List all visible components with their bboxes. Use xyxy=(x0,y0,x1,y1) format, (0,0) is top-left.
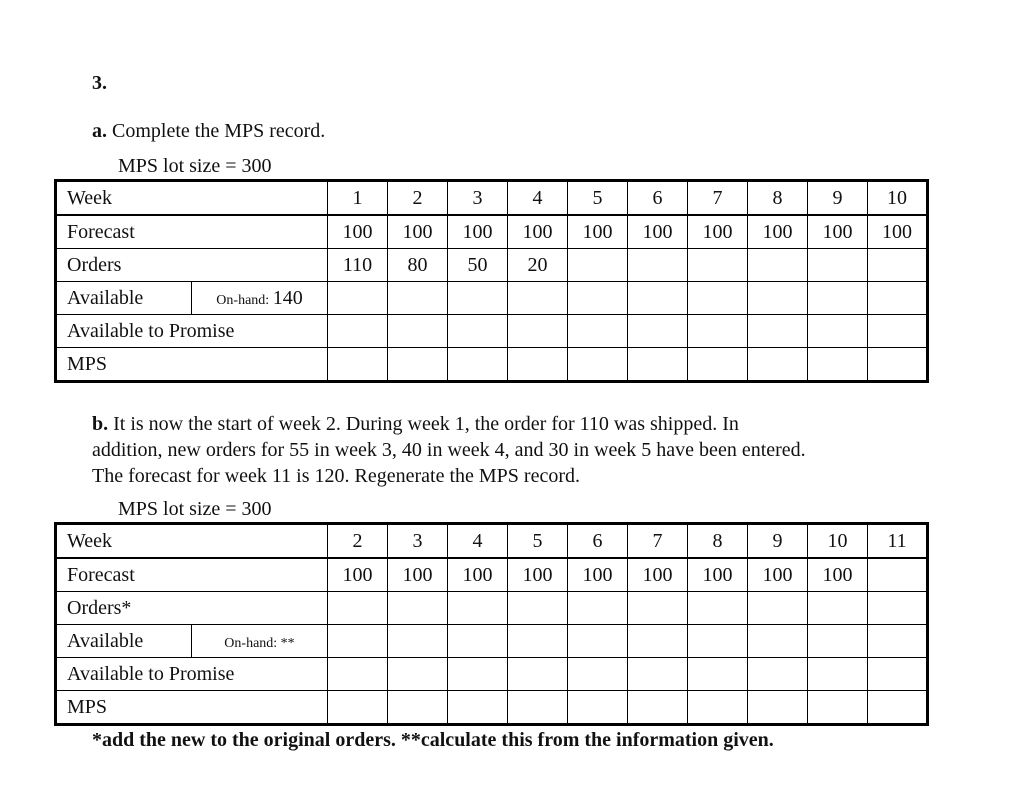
week-cell: 10 xyxy=(808,524,868,559)
orders-row xyxy=(56,249,928,282)
orders-row xyxy=(56,592,928,625)
available-cell[interactable] xyxy=(748,625,808,658)
atp-cell[interactable] xyxy=(748,658,808,691)
forecast-cell: 100 xyxy=(388,215,448,249)
part-b-line-2: addition, new orders for 55 in week 3, 40 in week 4, and 30 in week 5 have been entered. xyxy=(92,439,806,461)
mps-cell[interactable] xyxy=(808,691,868,725)
atp-cell[interactable] xyxy=(688,658,748,691)
available-row xyxy=(56,625,928,658)
mps-row xyxy=(56,348,928,382)
available-cell[interactable] xyxy=(748,282,808,315)
available-cell[interactable] xyxy=(328,625,388,658)
available-cell[interactable] xyxy=(628,282,688,315)
atp-cell[interactable] xyxy=(748,315,808,348)
atp-label: Available to Promise xyxy=(56,658,328,691)
part-b-text-1: It is now the start of week 2. During week 1, the order for 110 was shipped. In xyxy=(108,413,739,435)
week-cell: 1 xyxy=(328,181,388,216)
week-cell: 8 xyxy=(748,181,808,216)
orders-cell[interactable] xyxy=(568,592,628,625)
atp-cell[interactable] xyxy=(868,315,928,348)
part-b-lot-size: MPS lot size = 300 xyxy=(118,498,272,520)
orders-cell[interactable] xyxy=(448,592,508,625)
forecast-cell: 100 xyxy=(568,215,628,249)
atp-label: Available to Promise xyxy=(56,315,328,348)
forecast-row xyxy=(56,215,928,249)
mps-cell[interactable] xyxy=(508,691,568,725)
available-cell[interactable] xyxy=(328,282,388,315)
mps-cell[interactable] xyxy=(328,691,388,725)
part-a-instruction xyxy=(92,118,325,144)
mps-cell[interactable] xyxy=(628,348,688,382)
available-cell[interactable] xyxy=(508,625,568,658)
forecast-cell: 100 xyxy=(748,558,808,592)
mps-cell[interactable] xyxy=(868,348,928,382)
forecast-cell[interactable] xyxy=(868,558,928,592)
orders-label: Orders* xyxy=(56,592,328,625)
atp-cell[interactable] xyxy=(508,315,568,348)
forecast-cell: 100 xyxy=(628,558,688,592)
atp-cell[interactable] xyxy=(448,315,508,348)
week-cell: 3 xyxy=(388,524,448,559)
atp-cell[interactable] xyxy=(508,658,568,691)
orders-cell[interactable] xyxy=(868,249,928,282)
forecast-row xyxy=(56,558,928,592)
footnote: *add the new to the original orders. **calculate this from the information given. xyxy=(92,729,774,751)
on-hand-cell xyxy=(192,282,328,315)
week-cell: 7 xyxy=(628,524,688,559)
available-cell[interactable] xyxy=(508,282,568,315)
forecast-cell: 100 xyxy=(508,558,568,592)
orders-cell[interactable] xyxy=(748,249,808,282)
forecast-label: Forecast xyxy=(56,215,328,249)
orders-cell[interactable]: 80 xyxy=(388,249,448,282)
available-label: Available xyxy=(56,282,192,315)
available-cell[interactable] xyxy=(868,282,928,315)
forecast-cell: 100 xyxy=(688,558,748,592)
forecast-cell: 100 xyxy=(328,215,388,249)
part-a-text: Complete the MPS record. xyxy=(107,120,326,142)
week-cell: 3 xyxy=(448,181,508,216)
week-cell: 9 xyxy=(748,524,808,559)
orders-cell[interactable] xyxy=(868,592,928,625)
week-label: Week xyxy=(56,524,328,559)
part-a-lot-size: MPS lot size = 300 xyxy=(118,155,272,177)
atp-row xyxy=(56,658,928,691)
mps-cell[interactable] xyxy=(628,691,688,725)
week-cell: 2 xyxy=(388,181,448,216)
mps-cell[interactable] xyxy=(748,348,808,382)
available-label: Available xyxy=(56,625,192,658)
mps-cell[interactable] xyxy=(388,348,448,382)
orders-cell[interactable] xyxy=(628,249,688,282)
forecast-cell: 100 xyxy=(868,215,928,249)
orders-cell[interactable]: 50 xyxy=(448,249,508,282)
forecast-cell: 100 xyxy=(808,558,868,592)
week-cell: 11 xyxy=(868,524,928,559)
mps-cell[interactable] xyxy=(388,691,448,725)
available-row xyxy=(56,282,928,315)
atp-cell[interactable] xyxy=(688,315,748,348)
available-cell[interactable] xyxy=(568,625,628,658)
orders-cell[interactable] xyxy=(808,249,868,282)
atp-cell[interactable] xyxy=(388,658,448,691)
orders-cell[interactable] xyxy=(568,249,628,282)
mps-cell[interactable] xyxy=(448,348,508,382)
available-cell[interactable] xyxy=(688,625,748,658)
week-cell: 8 xyxy=(688,524,748,559)
mps-cell[interactable] xyxy=(868,691,928,725)
orders-cell[interactable] xyxy=(808,592,868,625)
week-cell: 5 xyxy=(568,181,628,216)
available-cell[interactable] xyxy=(568,282,628,315)
forecast-cell: 100 xyxy=(448,558,508,592)
mps-table-a xyxy=(54,179,929,383)
orders-cell[interactable] xyxy=(388,592,448,625)
available-cell[interactable] xyxy=(808,282,868,315)
forecast-cell: 100 xyxy=(568,558,628,592)
mps-row xyxy=(56,691,928,725)
mps-cell[interactable] xyxy=(568,348,628,382)
forecast-cell: 100 xyxy=(628,215,688,249)
atp-row xyxy=(56,315,928,348)
forecast-cell: 100 xyxy=(688,215,748,249)
forecast-cell: 100 xyxy=(328,558,388,592)
forecast-cell: 100 xyxy=(388,558,448,592)
orders-cell[interactable] xyxy=(328,592,388,625)
mps-cell[interactable] xyxy=(748,691,808,725)
atp-cell[interactable] xyxy=(868,658,928,691)
mps-cell[interactable] xyxy=(808,348,868,382)
question-number: 3. xyxy=(92,72,107,94)
orders-cell[interactable] xyxy=(688,249,748,282)
on-hand-label: On-hand: xyxy=(216,292,273,308)
week-cell: 4 xyxy=(448,524,508,559)
atp-cell[interactable] xyxy=(628,658,688,691)
atp-cell[interactable] xyxy=(448,658,508,691)
mps-table-b xyxy=(54,522,929,726)
week-label: Week xyxy=(56,181,328,216)
orders-cell[interactable]: 110 xyxy=(328,249,388,282)
mps-cell[interactable] xyxy=(508,348,568,382)
orders-cell[interactable]: 20 xyxy=(508,249,568,282)
atp-cell[interactable] xyxy=(328,315,388,348)
part-b-line-3: The forecast for week 11 is 120. Regenerate the MPS record. xyxy=(92,465,580,487)
on-hand-label: On-hand: ** xyxy=(224,635,295,651)
atp-cell[interactable] xyxy=(808,658,868,691)
part-b-line-1 xyxy=(92,411,806,437)
available-cell[interactable] xyxy=(808,625,868,658)
week-cell: 5 xyxy=(508,524,568,559)
atp-cell[interactable] xyxy=(388,315,448,348)
week-cell: 6 xyxy=(628,181,688,216)
forecast-cell: 100 xyxy=(808,215,868,249)
orders-label: Orders xyxy=(56,249,328,282)
week-cell: 2 xyxy=(328,524,388,559)
week-cell: 9 xyxy=(808,181,868,216)
mps-cell[interactable] xyxy=(568,691,628,725)
available-cell[interactable] xyxy=(448,625,508,658)
mps-cell[interactable] xyxy=(688,691,748,725)
week-cell: 6 xyxy=(568,524,628,559)
part-b-label: b. xyxy=(92,413,109,435)
atp-cell[interactable] xyxy=(628,315,688,348)
mps-label: MPS xyxy=(56,691,328,725)
forecast-label: Forecast xyxy=(56,558,328,592)
orders-cell[interactable] xyxy=(748,592,808,625)
week-row xyxy=(56,524,928,559)
forecast-cell: 100 xyxy=(508,215,568,249)
atp-cell[interactable] xyxy=(568,658,628,691)
mps-cell[interactable] xyxy=(328,348,388,382)
forecast-cell: 100 xyxy=(748,215,808,249)
available-cell[interactable] xyxy=(388,625,448,658)
atp-cell[interactable] xyxy=(808,315,868,348)
week-row xyxy=(56,181,928,216)
available-cell[interactable] xyxy=(388,282,448,315)
available-cell[interactable] xyxy=(868,625,928,658)
atp-cell[interactable] xyxy=(568,315,628,348)
available-cell[interactable] xyxy=(628,625,688,658)
part-b-instruction xyxy=(92,411,806,489)
orders-cell[interactable] xyxy=(628,592,688,625)
on-hand-value: 140 xyxy=(272,286,303,309)
mps-cell[interactable] xyxy=(688,348,748,382)
week-cell: 7 xyxy=(688,181,748,216)
on-hand-cell xyxy=(192,625,328,658)
mps-label: MPS xyxy=(56,348,328,382)
atp-cell[interactable] xyxy=(328,658,388,691)
available-cell[interactable] xyxy=(688,282,748,315)
forecast-cell: 100 xyxy=(448,215,508,249)
mps-cell[interactable] xyxy=(448,691,508,725)
week-cell: 4 xyxy=(508,181,568,216)
week-cell: 10 xyxy=(868,181,928,216)
orders-cell[interactable] xyxy=(688,592,748,625)
part-a-label: a. xyxy=(92,120,107,142)
available-cell[interactable] xyxy=(448,282,508,315)
orders-cell[interactable] xyxy=(508,592,568,625)
